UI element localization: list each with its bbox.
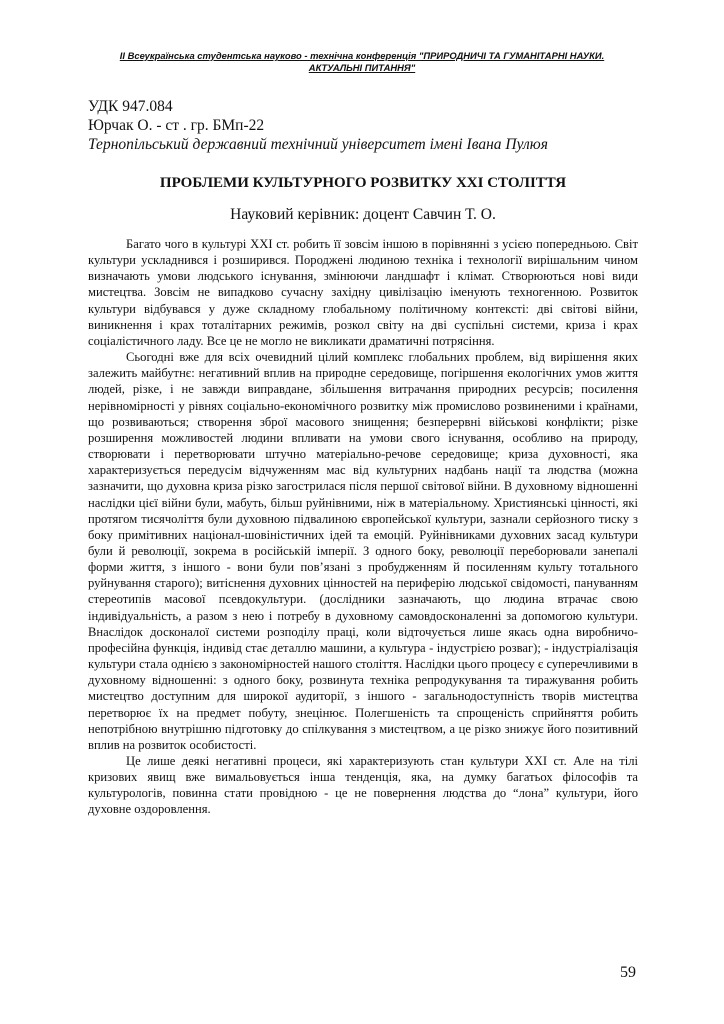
paragraph-2: Сьогодні вже для всіх очевидний цілий комплекс глобальних проблем, від вирішення яких залежить майбутнє: негативний вплив на природне середовище, погіршення екологічних умов життя людей, різке, і не завжди виправдане, збільшення витрачання природних ресурсів; посилення нерівномірності у рівнях соціально-економічного розвитку між промислово розвиненими і країнами, що розвиваються; створення зброї масового знищення; безперервні військові конфлікти; різке розширення можливостей людини впливати на умови свого існування, особливо на природу, створювати і перетворювати штучно матеріально-речове середовище; криза духовності, яка характеризується передусім відчуженням мас від культурних надбань нації та людства (можна зазначити, що духовна криза різко загострилася після першої світової війни. В духовному відношенні наслідки цієї війни були, мабуть, більш руйнівними, ніж в матеріальному. Християнські цінності, які протягом тисячоліття були духовною підвалиною європейської культури, зазнали серйозного тиску з боку примітивних націонал-шовіністичних ідей та емоцій. Руйнівниками духовних засад культури були й революції, зокрема в російській імперії. З одного боку, революції переборювали занепалі форми життя, з іншого - вони були пов’язані з пробудженням й посиленням культу тотального руйнування старого); витіснення духовних цінностей на периферію людської свідомості, пануванням стереотипів масової псевдокультури. (дослідники зазначають, що людина втрачає свою індивідуальність, а разом з нею і потребу в духовному самовдосконаленні за допомогою культури. Внаслідок досконалої системи розподілу праці, коли відточується лише якась одна виробничо-професійна функція, індивід стає деталлю машини, а культура - індустрією розваг); - індустріалізація культури стала однією з закономірностей нашого століття. Наслідки цього процесу є суперечливими в духовному відношенні: з одного боку, розвинута техніка репродукування та тиражування робить мистецтво доступним для широкої аудиторії, з іншого - загальнодоступність творів мистецтва перетворює їх на предмет побуту, знецінює. Полегшеність та спрощеність сприйняття робить непотрібною внутрішню підготовку до спілкування з мистецтвом, а це різко знижує його позитивний вплив на розвиток особистості.	[88, 350, 638, 752]
paper-title: ПРОБЛЕМИ КУЛЬТУРНОГО РОЗВИТКУ XXI СТОЛІТТЯ	[159, 175, 567, 191]
article-body	[88, 236, 638, 818]
paragraph-1: Багато чого в культурі XXI ст. робить її зовсім іншою в порівнянні з усією попередньою. Світ культури ускладнився і розширився. Породжені людиною техніка і технології вирішальним чином визначають умови людського існування, змінюючи ландшафт і клімат. Створюються нові види мистецтва. Зовсім не випадково сучасну західну цивілізацію іменують техногенною. Розвиток культури відбувався у дуже складному глобальному політичному контексті: дві світові війни, виникнення і крах тоталітарних режимів, розкол світу на дві суспільні системи, криза і крах соціалістичного ладу. Все це не могло не викликати драматичні потрясіння.	[88, 237, 638, 348]
conference-header-line-2: АКТУАЛЬНІ ПИТАННЯ"	[308, 62, 416, 73]
author-line: Юрчак О. - ст . гр. БМп-22	[88, 117, 265, 134]
conference-header	[60, 50, 664, 74]
supervisor-line: Науковий керівник: доцент Савчин Т. О.	[230, 206, 496, 223]
conference-header-line-1: II Всеукраїнська студентська науково - технічна конференція "ПРИРОДНИЧІ ТА ГУМАНІТАРНІ НАУКИ.	[119, 50, 605, 61]
page-number: 59	[620, 964, 636, 981]
affiliation: Тернопільський державний технічний університет імені Івана Пулюя	[88, 136, 548, 153]
paragraph-3: Це лише деякі негативні процеси, які характеризують стан культури XXI ст. Але на тілі кризових явищ вже вимальовується інша тенденція, яка, на думку багатьох філософів та культурологів, повинна стати провідною - це не повернення людства до “лона” культури, його духовне оздоровлення.	[88, 754, 638, 817]
udc-code: УДК 947.084	[88, 98, 173, 115]
